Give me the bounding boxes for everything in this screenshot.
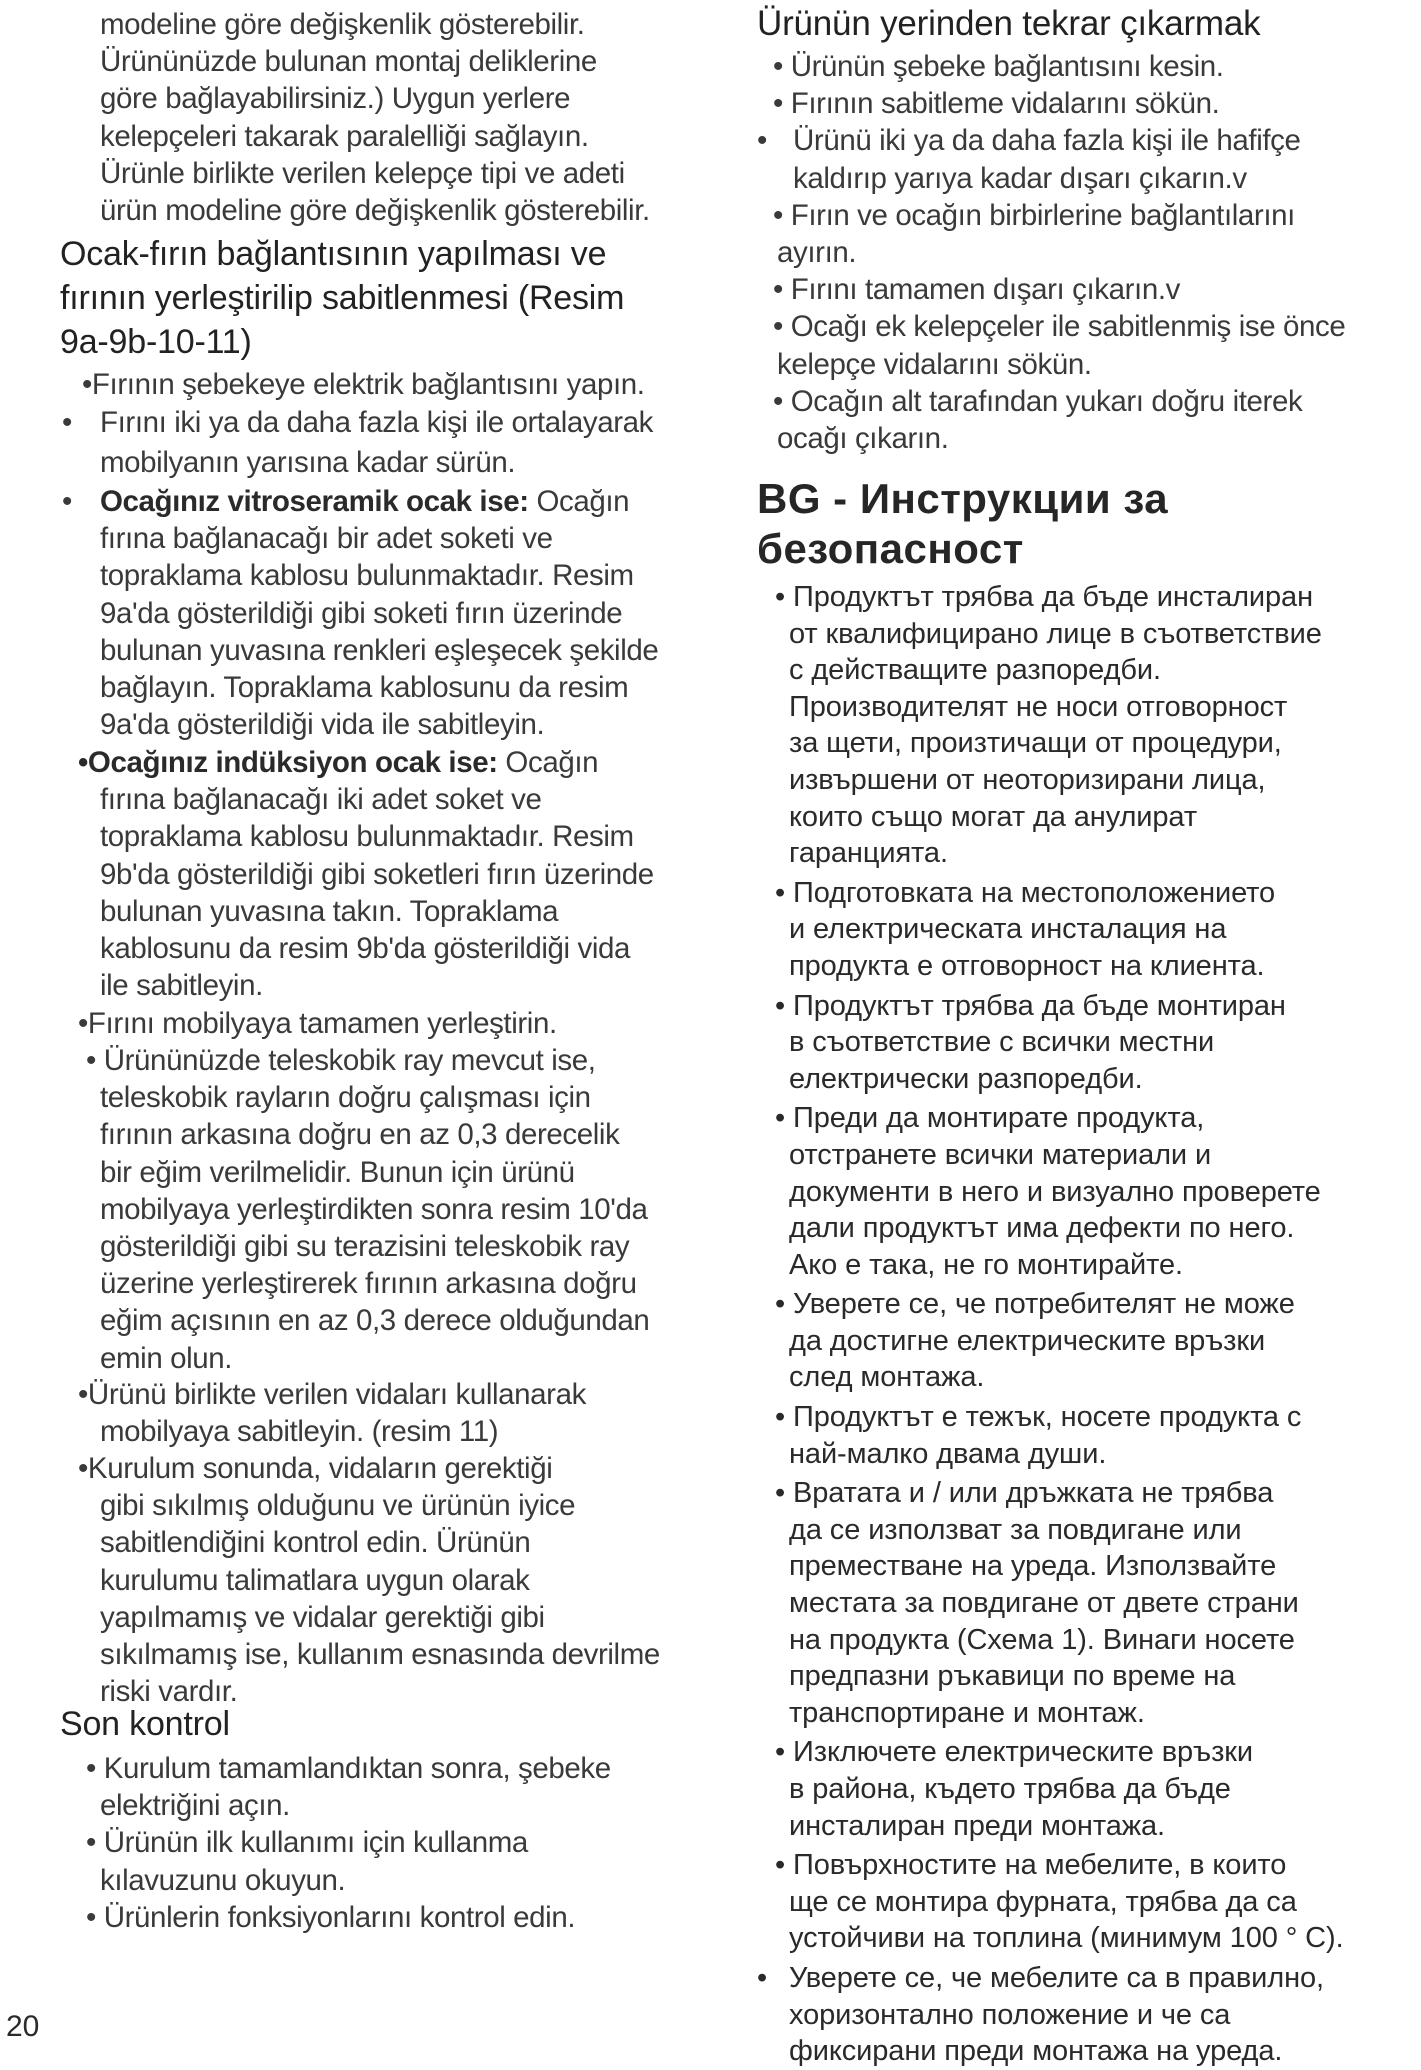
- text-line: • Вратата и / или дръжката не трябва: [775, 1477, 1274, 1510]
- text-line: • Ocağın alt tarafından yukarı doğru iterek: [773, 384, 1303, 418]
- text-line: • Изключете електрическите връзки: [775, 1736, 1253, 1769]
- section-heading-connection: [60, 232, 624, 364]
- text-line: на продукта (Схема 1). Винаги носете: [789, 1623, 1295, 1656]
- bullet-icon: •: [62, 485, 72, 518]
- text-line: •Ürünü birlikte verilen vidaları kullanarak: [78, 1378, 586, 1411]
- removal-list: [757, 48, 1346, 457]
- bg-safety-list: [757, 579, 1344, 2070]
- text-line: mobilyaya sabitleyin. (resim 11): [100, 1415, 499, 1449]
- text-line: които също могат да анулират: [789, 800, 1198, 833]
- text-line: продукта е отговорност на клиента.: [789, 949, 1265, 982]
- text-line: хоризонтално положение и че са: [789, 1998, 1231, 2031]
- text-line: 9a'da gösterildiği vida ile sabitleyin.: [100, 708, 545, 742]
- text-line: • Ürünün ilk kullanımı için kullanma: [86, 1826, 528, 1860]
- text-line: извършени от неоторизирани лица,: [789, 763, 1266, 796]
- text-line: bağlayın. Topraklama kablosunu da resim: [100, 671, 629, 705]
- text-line: kurulumu talimatlara uygun olarak: [100, 1563, 530, 1597]
- text-run: Ocağın: [528, 485, 630, 518]
- text-line: kelepçe vidalarını sökün.: [777, 347, 1092, 381]
- text-line: • Уверете се, че потребителят не може: [775, 1288, 1295, 1321]
- text-line: elektriğini açın.: [100, 1789, 290, 1823]
- text-line: в съответствие с всички местни: [789, 1026, 1215, 1059]
- heading-line: Ürünün yerinden tekrar çıkarmak: [757, 4, 1261, 43]
- text-line: kablosunu da resim 9b'da gösterildiği vida: [100, 932, 630, 966]
- text-line: • Повърхностите на мебелите, в които: [775, 1849, 1287, 1882]
- list-item: [757, 122, 1329, 196]
- text-line: да достигне електрическите връзки: [789, 1324, 1266, 1357]
- final-check-list: [86, 1750, 611, 1936]
- text-line: фиксирани преди монтажа на уреда.: [789, 2035, 1283, 2068]
- text-line: транспортиране и монтаж.: [789, 1696, 1145, 1729]
- text-line: fırının arkasına doğru en az 0,3 derecelik: [100, 1118, 620, 1152]
- text-line: Fırını iki ya da daha fazla kişi ile ortalayarak: [100, 406, 654, 439]
- text-line: topraklama kablosu bulunmaktadır. Resim: [100, 559, 634, 593]
- bg-safety-heading: [757, 474, 1168, 574]
- text-line: в района, където трябва да бъде: [789, 1773, 1231, 1805]
- instruction-item: [60, 404, 653, 481]
- page-number: 20: [6, 2010, 40, 2043]
- list-item: [86, 1750, 611, 1824]
- text-line: • Преди да монтирате продукта,: [775, 1102, 1205, 1135]
- text-line: инсталиран преди монтажа.: [789, 1809, 1166, 1842]
- text-line: • Fırın ve ocağın birbirlerine bağlantılarını: [773, 198, 1295, 232]
- list-item: [775, 579, 1344, 872]
- text-line: kaldırıp yarıya kadar dışarı çıkarın.v: [793, 161, 1247, 195]
- instruction-item: [78, 1005, 557, 1042]
- text-line: електрически разпоредби.: [789, 1062, 1143, 1095]
- heading-line: Ocak-fırın bağlantısının yapılması ve: [60, 235, 607, 273]
- text-line: teleskobik rayların doğru çalışması için: [100, 1081, 591, 1115]
- list-item: [86, 1824, 611, 1898]
- text-line: ще се монтира фурната, трябва да са: [789, 1885, 1297, 1918]
- text-line: topraklama kablosu bulunmaktadır. Resim: [100, 820, 634, 854]
- text-line: • Продуктът е тежък, носете продукта с: [775, 1401, 1302, 1434]
- heading-line: 9a-9b-10-11): [60, 323, 252, 361]
- list-item: [757, 1960, 1326, 2070]
- section-heading-final-check: [60, 1702, 230, 1746]
- list-item: [775, 1847, 1344, 1957]
- text-line: ürün modeline göre değişkenlik gösterebilir.: [100, 194, 650, 228]
- list-item: [773, 308, 1345, 382]
- text-line: • Ürünün şebeke bağlantısını kesin.: [773, 50, 1224, 83]
- text-line: • Kurulum tamamlandıktan sonra, şebeke: [86, 1752, 611, 1785]
- heading-line: Son kontrol: [60, 1705, 230, 1743]
- heading-line: безопасност: [757, 525, 1024, 572]
- text-line: • Fırını tamamen dışarı çıkarın.v: [773, 273, 1180, 307]
- bullet-icon: •: [757, 1961, 768, 1994]
- list-item: [773, 197, 1345, 271]
- emphasis-label: •Ocağınız indüksiyon ocak ise:: [78, 746, 498, 779]
- text-line: kılavuzunu okuyun.: [100, 1863, 346, 1897]
- text-line: göre bağlayabilirsiniz.) Uygun yerlere: [100, 82, 571, 116]
- text-line: Ако е така, не го монтирайте.: [789, 1248, 1183, 1281]
- text-line: sabitlendiğini kontrol edin. Ürünün: [100, 1526, 531, 1560]
- list-item: [775, 875, 1344, 985]
- text-line: гаранцията.: [789, 837, 948, 870]
- instruction-item: [78, 1376, 586, 1450]
- list-item: [775, 1286, 1344, 1396]
- text-line: с действащите разпоредби.: [789, 654, 1161, 687]
- text-line: местата за повдигане от двете страни: [789, 1587, 1299, 1620]
- list-item: [86, 1899, 611, 1936]
- text-line: най-малко двама души.: [789, 1437, 1107, 1470]
- text-line: bulunan yuvasına takın. Topraklama: [100, 894, 559, 928]
- text-line: Ürününüzde bulunan montaj deliklerine: [100, 45, 597, 79]
- intro-paragraph: [100, 6, 650, 229]
- text-line: отстранете всички материали и: [789, 1138, 1212, 1171]
- text-line: emin olun.: [100, 1341, 233, 1375]
- text-line: yapılmamış ve vidalar gerektiği gibi: [100, 1600, 545, 1634]
- text-line: [78, 744, 654, 781]
- text-line: mobilyanın yarısına kadar sürün.: [100, 446, 516, 480]
- bullet-icon: •: [62, 406, 72, 439]
- list-item: [775, 1399, 1344, 1472]
- text-line: riski vardır.: [100, 1675, 238, 1709]
- list-item: [775, 1475, 1344, 1731]
- text-line: документи в него и визуално проверете: [789, 1175, 1321, 1208]
- text-line: ile sabitleyin.: [100, 969, 263, 1003]
- text-line: eğim açısının en az 0,3 derece olduğundan: [100, 1304, 650, 1338]
- list-item: [775, 988, 1344, 1098]
- instruction-item-vitroceramic: [60, 483, 658, 743]
- text-line: fırına bağlanacağı bir adet soketi ve: [100, 522, 553, 556]
- text-line: ocağı çıkarın.: [777, 422, 949, 456]
- text-line: дали продуктът има дефекти по него.: [789, 1212, 1295, 1245]
- text-run: Ocağın: [497, 746, 599, 779]
- instruction-item: [82, 366, 645, 403]
- text-line: устойчиви на топлина (минимум 100 ° C).: [789, 1922, 1344, 1955]
- list-item: [773, 85, 1345, 122]
- text-line: • Ocağı ek kelepçeler ile sabitlenmiş ise önce: [773, 310, 1346, 344]
- text-line: •Kurulum sonunda, vidaların gerektiği: [78, 1452, 553, 1485]
- text-line: от квалифицирано лице в съответствие: [789, 617, 1322, 650]
- text-line: bulunan yuvasına renkleri eşleşecek şekilde: [100, 633, 659, 667]
- text-line: Уверете се, че мебелите са в правилно,: [789, 1961, 1324, 1994]
- text-line: да се използват за повдигане или: [789, 1513, 1242, 1546]
- list-item: [775, 1100, 1344, 1283]
- section-heading-removal: [757, 2, 1260, 46]
- text-line: gibi sıkılmış olduğunu ve ürünün iyice: [100, 1489, 576, 1523]
- text-line: Ürünle birlikte verilen kelepçe tipi ve adeti: [100, 156, 625, 190]
- text-line: sıkılmamış ise, kullanım esnasında devrilme: [100, 1638, 660, 1672]
- instruction-item-induction: [78, 744, 654, 1004]
- text-line: •Fırını mobilyaya tamamen yerleştirin.: [78, 1007, 557, 1040]
- instruction-item-telescopic: [86, 1042, 649, 1377]
- text-line: • Ürünlerin fonksiyonlarını kontrol edin.: [86, 1900, 576, 1934]
- text-line: • Продуктът трябва да бъде монтиран: [775, 989, 1286, 1022]
- emphasis-label: Ocağınız vitroseramik ocak ise:: [100, 485, 529, 518]
- instruction-item: [78, 1450, 660, 1710]
- text-line: •Fırının şebekeye elektrik bağlantısını yapın.: [82, 368, 645, 401]
- text-line: предпазни ръкавици по време на: [789, 1660, 1236, 1693]
- heading-line: BG - Инструкции за: [757, 475, 1169, 522]
- text-line: • Подготовката на местоположението: [775, 876, 1276, 909]
- text-line: за щети, произтичащи от процедури,: [789, 727, 1282, 760]
- text-line: • Ürününüzde teleskobik ray mevcut ise,: [86, 1044, 596, 1077]
- text-line: Ürünü iki ya da daha fazla kişi ile hafifçe: [793, 124, 1301, 158]
- text-line: • Fırının sabitleme vidalarını sökün.: [773, 87, 1220, 121]
- text-line: 9a'da gösterildiği gibi soketi fırın üzerinde: [100, 596, 623, 630]
- text-line: и електрическата инсталация на: [789, 913, 1227, 946]
- text-line: [60, 483, 658, 520]
- text-line: modeline göre değişkenlik gösterebilir.: [100, 8, 585, 41]
- text-line: bir eğim verilmelidir. Bunun için ürünü: [100, 1155, 575, 1189]
- heading-line: fırının yerleştirilip sabitlenmesi (Resim: [60, 279, 625, 317]
- list-item: [773, 271, 1345, 308]
- list-item: [773, 383, 1345, 457]
- text-line: mobilyaya yerleştirdikten sonra resim 10'da: [100, 1192, 648, 1226]
- text-line: üzerine yerleştirerek fırının arkasına doğru: [100, 1267, 637, 1301]
- text-line: fırına bağlanacağı iki adet soket ve: [100, 783, 542, 817]
- text-line: kelepçeleri takarak paralelliği sağlayın.: [100, 119, 589, 153]
- text-line: 9b'da gösterildiği gibi soketleri fırın üzerinde: [100, 857, 654, 891]
- text-line: след монтажа.: [789, 1361, 985, 1394]
- text-line: ayırın.: [777, 236, 857, 270]
- bullet-icon: •: [757, 124, 767, 158]
- list-item: [775, 1734, 1344, 1844]
- text-line: • Продуктът трябва да бъде инсталиран: [775, 581, 1313, 613]
- list-item: [773, 48, 1345, 85]
- text-line: Производителят не носи отговорност: [789, 690, 1288, 723]
- text-line: gösterildiği gibi su terazisini teleskobik ray: [100, 1230, 630, 1264]
- text-line: преместване на уреда. Използвайте: [789, 1550, 1277, 1583]
